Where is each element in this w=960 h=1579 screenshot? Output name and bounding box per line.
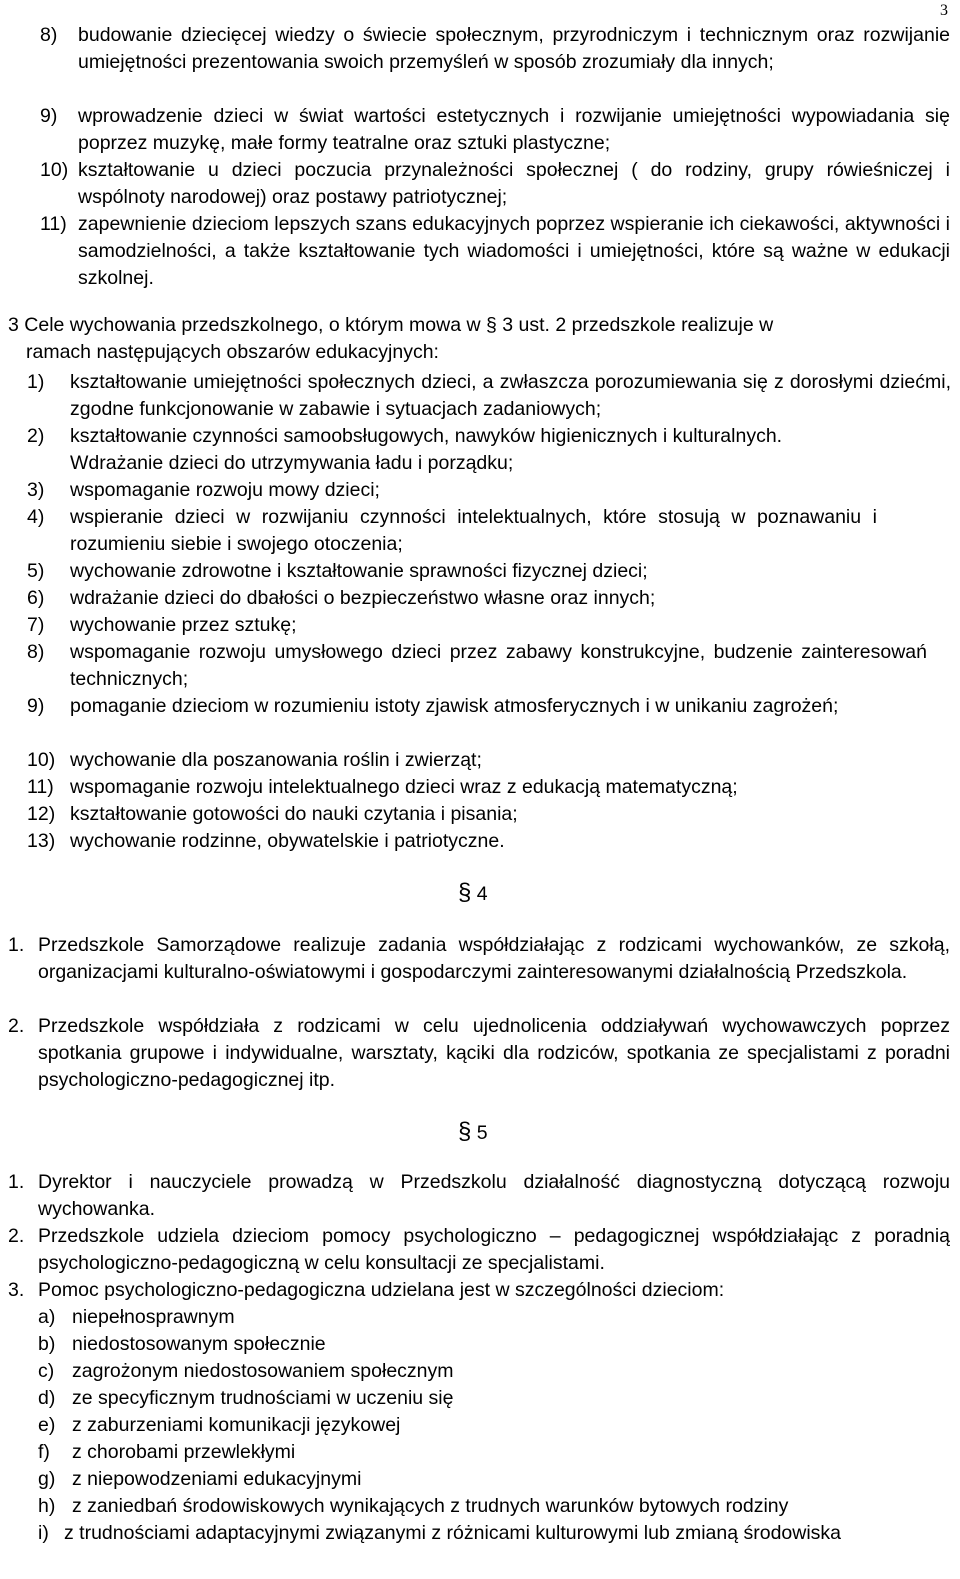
list-number: 2) — [27, 425, 45, 447]
list-text: wspomaganie rozwoju umysłowego dzieci przez zabawy konstrukcyjne, budzenie zainteresowań technicznych; — [70, 641, 927, 690]
list-letter: h) — [38, 1495, 56, 1517]
section3-item-2 — [27, 423, 951, 477]
list-text: z zaburzeniami komunikacji językowej — [72, 1414, 401, 1436]
list-text: niepełnosprawnym — [72, 1306, 235, 1328]
list-letter: g) — [38, 1468, 56, 1490]
list-text: wspomaganie rozwoju intelektualnego dzieci wraz z edukacją matematyczną; — [70, 776, 738, 798]
sub-item-g — [38, 1466, 938, 1493]
list-number: 8) — [27, 641, 45, 663]
sub-item-f — [38, 1439, 938, 1466]
list-text: wychowanie przez sztukę; — [70, 614, 297, 636]
section5-item-3 — [8, 1277, 950, 1304]
sub-item-h — [38, 1493, 938, 1520]
list-text: wspieranie dzieci w rozwijaniu czynności intelektualnych, które stosują w poznawaniu i rozumieniu siebie i swojego otoczenia; — [70, 506, 877, 555]
list-text: wychowanie rodzinne, obywatelskie i patriotyczne. — [70, 830, 505, 852]
sub-item-a — [38, 1304, 938, 1331]
list-number: 1. — [8, 1171, 25, 1193]
list-text-continued: Wdrażanie dzieci do utrzymywania ładu i porządku; — [70, 452, 514, 474]
list-number: 3. — [8, 1279, 25, 1301]
list-number: 1) — [27, 371, 45, 393]
section4-heading — [458, 879, 488, 908]
list-text: z niepowodzeniami edukacyjnymi — [72, 1468, 362, 1490]
list-number: 3) — [27, 479, 45, 501]
list-letter: f) — [38, 1441, 50, 1463]
section3-item-12 — [27, 801, 951, 828]
list-item-top-10 — [40, 157, 950, 211]
list-text: ze specyficznym trudnościami w uczeniu się — [72, 1387, 454, 1409]
list-text: wspomaganie rozwoju mowy dzieci; — [70, 479, 380, 501]
list-letter: b) — [38, 1333, 56, 1355]
list-letter: c) — [38, 1360, 55, 1382]
list-number: 8) — [40, 24, 58, 46]
section4-item-1 — [8, 932, 950, 986]
section3-item-4 — [27, 504, 877, 558]
list-text: Pomoc psychologiczno-pedagogiczna udzielana jest w szczególności dzieciom: — [38, 1279, 725, 1301]
section-symbol: § — [458, 879, 472, 906]
list-number: 10) — [27, 749, 56, 771]
list-text: kształtowanie u dzieci poczucia przynależności społecznej ( do rodziny, grupy rówieśniczej i wspólnoty narodowej) oraz postawy patriotycznej; — [78, 159, 950, 208]
section3-item-5 — [27, 558, 951, 585]
list-number: 13) — [27, 830, 56, 852]
section3-item-7 — [27, 612, 951, 639]
section3-item-13 — [27, 828, 951, 855]
list-text: wprowadzenie dzieci w świat wartości estetycznych i rozwijanie umiejętności wypowiadania się poprzez muzykę, małe formy teatralne oraz sztuki plastyczne; — [78, 105, 950, 154]
list-text: Przedszkole udziela dzieciom pomocy psychologiczno – pedagogicznej współdziałając z poradnią psychologiczno-pedagogiczną w celu konsultacji ze specjalistami. — [38, 1225, 950, 1274]
list-number: 9) — [40, 105, 58, 127]
list-number: 12) — [27, 803, 56, 825]
section3-item-1 — [27, 369, 951, 423]
list-number: 11) — [27, 776, 54, 798]
section3-item-11 — [27, 774, 951, 801]
list-text: Dyrektor i nauczyciele prowadzą w Przedszkolu działalność diagnostyczną dotyczącą rozwoju wychowanka. — [38, 1171, 950, 1220]
list-number: 9) — [27, 695, 45, 717]
sub-item-e — [38, 1412, 938, 1439]
list-item-top-11 — [40, 211, 950, 292]
list-text: kształtowanie gotowości do nauki czytania i pisania; — [70, 803, 518, 825]
list-text: zagrożonym niedostosowaniem społecznym — [72, 1360, 454, 1382]
list-text: Przedszkole współdziała z rodzicami w celu ujednolicenia oddziaływań wychowawczych poprzez spotkania grupowe i indywidualne, warsztaty, kąciki dla rodziców, spotkania ze specjalistami z poradni psychologiczno-pedagogicznej itp. — [38, 1015, 950, 1091]
section3-intro-line1: 3 Cele wychowania przedszkolnego, o którym mowa w § 3 ust. 2 przedszkole realizuje w — [8, 314, 774, 336]
section3-item-9 — [27, 693, 887, 720]
list-text: wdrażanie dzieci do dbałości o bezpieczeństwo własne oraz innych; — [70, 587, 656, 609]
section-number: 5 — [476, 1122, 488, 1144]
section4-item-2 — [8, 1013, 950, 1094]
section5-heading — [458, 1118, 488, 1147]
list-text: wychowanie dla poszanowania roślin i zwierząt; — [70, 749, 482, 771]
section3-item-8 — [27, 639, 927, 693]
list-text: Przedszkole Samorządowe realizuje zadania współdziałając z rodzicami wychowanków, ze szkołą, organizacjami kulturalno-oświatowymi i gospodarczymi zainteresowanymi działalnością Przedszkola. — [38, 934, 950, 983]
list-text: kształtowanie umiejętności społecznych dzieci, a zwłaszcza porozumiewania się z dorosłymi dziećmi, zgodne funkcjonowanie w zabawie i sytuacjach zadaniowych; — [70, 371, 951, 420]
list-text: z chorobami przewlekłymi — [72, 1441, 296, 1463]
list-text: niedostosowanym społecznie — [72, 1333, 326, 1355]
list-number: 2. — [8, 1225, 25, 1247]
section3-item-3 — [27, 477, 951, 504]
list-letter: d) — [38, 1387, 56, 1409]
list-text: zapewnienie dzieciom lepszych szans edukacyjnych poprzez wspieranie ich ciekawości, aktywności i samodzielności, a także kształtowanie tych wiadomości i umiejętności, które są ważne w edukacji szkolnej. — [78, 213, 950, 289]
list-number: 1. — [8, 934, 25, 956]
list-letter: e) — [38, 1414, 56, 1436]
sub-item-b — [38, 1331, 938, 1358]
section3-item-10 — [27, 747, 951, 774]
list-text: pomaganie dzieciom w rozumieniu istoty zjawisk atmosferycznych i w unikaniu zagrożeń; — [70, 695, 839, 717]
list-text: kształtowanie czynności samoobsługowych, nawyków higienicznych i kulturalnych. — [70, 425, 783, 447]
section3-item-6 — [27, 585, 951, 612]
list-number: 11) — [40, 213, 67, 235]
list-text: z zaniedbań środowiskowych wynikających z trudnych warunków bytowych rodziny — [72, 1495, 789, 1517]
sub-item-i — [38, 1520, 888, 1547]
section-number: 4 — [476, 883, 488, 905]
section5-item-1 — [8, 1169, 950, 1223]
list-item-top-9 — [40, 103, 950, 157]
list-number: 10) — [40, 159, 69, 181]
list-number: 4) — [27, 506, 45, 528]
list-letter: i) — [38, 1522, 49, 1544]
section3-intro-line2: ramach następujących obszarów edukacyjnych: — [26, 341, 439, 363]
list-text: wychowanie zdrowotne i kształtowanie sprawności fizycznej dzieci; — [70, 560, 648, 582]
list-text: budowanie dziecięcej wiedzy o świecie społecznym, przyrodniczym i technicznym oraz rozwijanie umiejętności prezentowania swoich przemyśleń w sposób zrozumiały dla innych; — [78, 24, 950, 73]
section5-item-2 — [8, 1223, 950, 1277]
sub-item-d — [38, 1385, 938, 1412]
list-letter: a) — [38, 1306, 56, 1328]
sub-item-c — [38, 1358, 938, 1385]
list-number: 6) — [27, 587, 45, 609]
page-number: 3 — [940, 2, 948, 19]
list-item-top-8 — [40, 22, 950, 76]
list-number: 5) — [27, 560, 45, 582]
list-number: 7) — [27, 614, 45, 636]
section-symbol: § — [458, 1118, 472, 1145]
list-text: z trudnościami adaptacyjnymi związanymi z różnicami kulturowymi lub zmianą środowiska — [64, 1522, 842, 1544]
list-number: 2. — [8, 1015, 25, 1037]
